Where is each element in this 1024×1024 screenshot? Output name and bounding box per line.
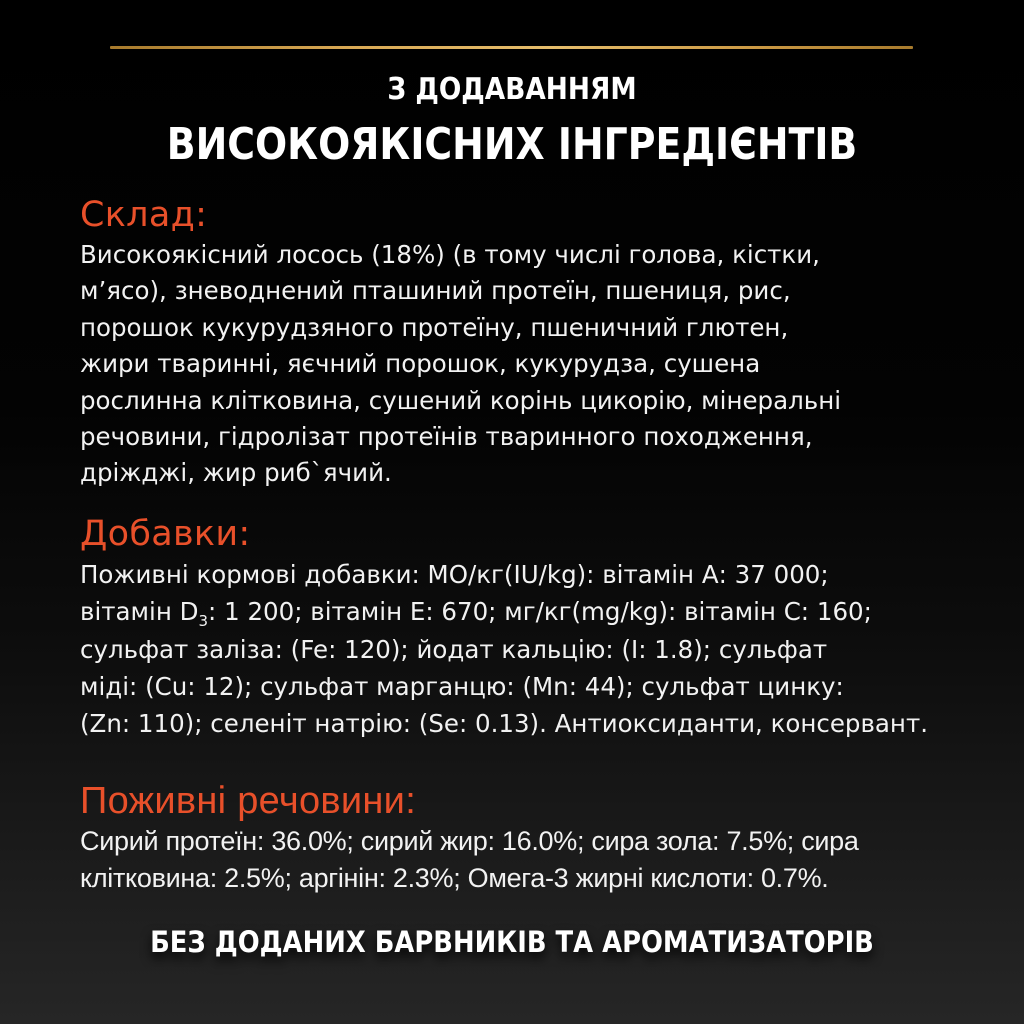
ingredients-line: м’ясо), зневоднений пташиний протеїн, пшениця, рис, (80, 276, 791, 306)
nutrients-section (80, 779, 980, 897)
page-subtitle: З ДОДАВАННЯМ (387, 72, 637, 107)
ingredients-line: дріжджі, жир риб`ячий. (80, 458, 392, 488)
additives-line: міді: (Cu: 12); сульфат марганцю: (Mn: 44); сульфат цинку: (80, 671, 844, 701)
additives-line-text: вітамін D (80, 597, 199, 627)
additives-line-vitamin-d3 (80, 593, 980, 630)
subscript-3: 3 (198, 612, 209, 631)
additives-line: (Zn: 110); селеніт натрію: (Se: 0.13). Антиоксиданти, консервант. (80, 709, 929, 739)
ingredients-heading: Склад: (80, 195, 208, 235)
ingredients-line: рослинна клітковина, сушений корінь цикорію, мінеральні (80, 385, 842, 415)
additives-section (80, 512, 980, 742)
ingredients-line: порошок кукурудзяного протеїну, пшеничний глютен, (80, 312, 789, 342)
no-additives-claim: БЕЗ ДОДАНИХ БАРВНИКІВ ТА АРОМАТИЗАТОРІВ (150, 925, 874, 959)
ingredients-line: Високоякісний лосось (18%) (в тому числі голова, кістки, (80, 240, 820, 269)
additives-heading: Добавки: (80, 514, 251, 554)
nutrients-heading: Поживні речовини: (80, 780, 417, 822)
nutrients-line: Сирий протеїн: 36.0%; сирий жир: 16.0%; сира зола: 7.5%; сира (80, 826, 859, 856)
page-title: ВИСОКОЯКІСНИХ ІНГРЕДІЄНТІВ (166, 119, 858, 170)
ingredients-section (80, 193, 980, 492)
gold-divider-rule (110, 46, 913, 49)
additives-line-text: : 1 200; вітамін Е: 670; мг/кг(mg/kg): вітамін С: 160; (208, 597, 872, 627)
additives-line: сульфат заліза: (Fe: 120); йодат кальцію: (I: 1.8); сульфат (80, 634, 828, 664)
ingredients-line: речовини, гідролізат протеїнів тваринного походження, (80, 422, 813, 452)
additives-line: Поживні кормові добавки: МО/кг(IU/kg): вітамін А: 37 000; (80, 560, 829, 589)
ingredients-line: жири тваринні, яєчний порошок, кукурудза, сушена (80, 349, 761, 379)
nutrients-line: клітковина: 2.5%; аргінін: 2.3%; Омега-3 жирні кислоти: 0.7%. (80, 863, 829, 893)
